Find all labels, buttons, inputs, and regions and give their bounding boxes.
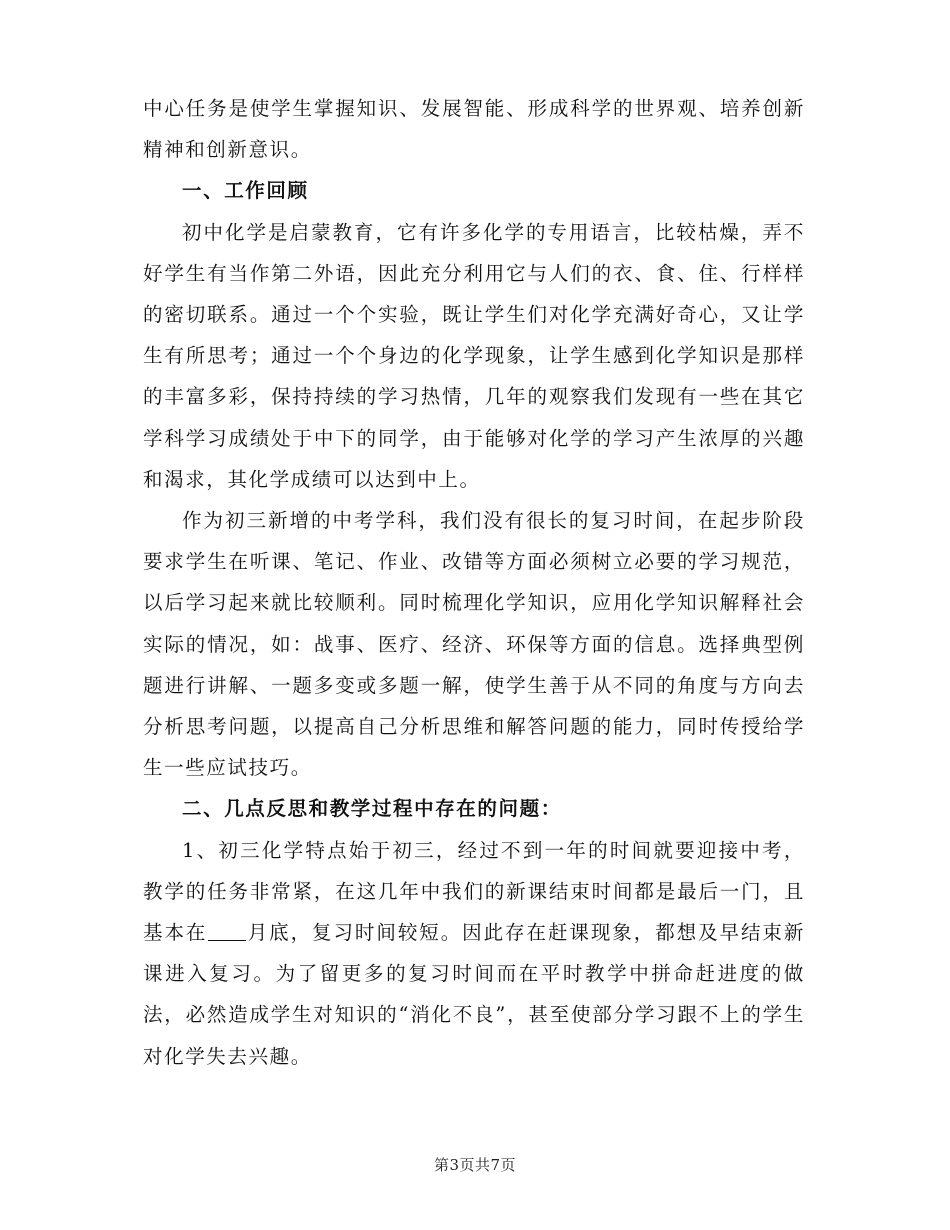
intro-continuation-paragraph: 中心任务是使学生掌握知识、发展智能、形成科学的世界观、培养创新精神和创新意识。 (143, 97, 805, 162)
section1-paragraph-1: 初中化学是启蒙教育，它有许多化学的专用语言，比较枯燥，弄不好学生有当作第二外语，因此充分利用它与人们的衣、食、住、行样样的密切联系。通过一个个实验，既让学生们对化学充满好奇心，又让学生有所思考；通过一个个身边的化学现象，让学生感到化学知识是那样的丰富多彩，保持持续的学习热情，几年的观察我们发现有一些在其它学科学习成绩处于中下的同学，由于能够对化学的学习产生浓厚的兴趣和渴求，其化学成绩可以达到中上。 (143, 220, 805, 491)
section2-paragraph-1 (143, 830, 805, 1077)
section2-paragraph-1-part-b: 月底，复习时间较短。因此存在赶课现象，都想及早结束新课进入复习。为了留更多的复习时间而在平时教学中拼命赶进度的做法，必然造成学生对知识的“消化不良”，甚至使部分学习跟不上的学生对化学失去兴趣。 (143, 921, 805, 1068)
section2-heading: 二、几点反思和教学过程中存在的问题： (182, 797, 562, 821)
fill-in-blank (208, 922, 246, 941)
section1-heading: 一、工作回顾 (182, 179, 309, 203)
section1-paragraph-2: 作为初三新增的中考学科，我们没有很长的复习时间，在起步阶段要求学生在听课、笔记、作业、改错等方面必须树立必要的学习规范，以后学习起来就比较顺利。同时梳理化学知识，应用化学知识解释社会实际的情况，如：战事、医疗、经济、环保等方面的信息。选择典型例题进行讲解、一题多变或多题一解，使学生善于从不同的角度与方向去分析思考问题，以提高自己分析思维和解答问题的能力，同时传授给学生一些应试技巧。 (143, 509, 805, 780)
section2-paragraph-1-part-a: 1、初三化学特点始于初三，经过不到一年的时间就要迎接中考，教学的任务非常紧，在这几年中我们的新课结束时间都是最后一门，且基本在 (143, 838, 805, 945)
document-body (143, 88, 805, 1077)
page-number-footer: 第3页共7页 (433, 1156, 517, 1174)
